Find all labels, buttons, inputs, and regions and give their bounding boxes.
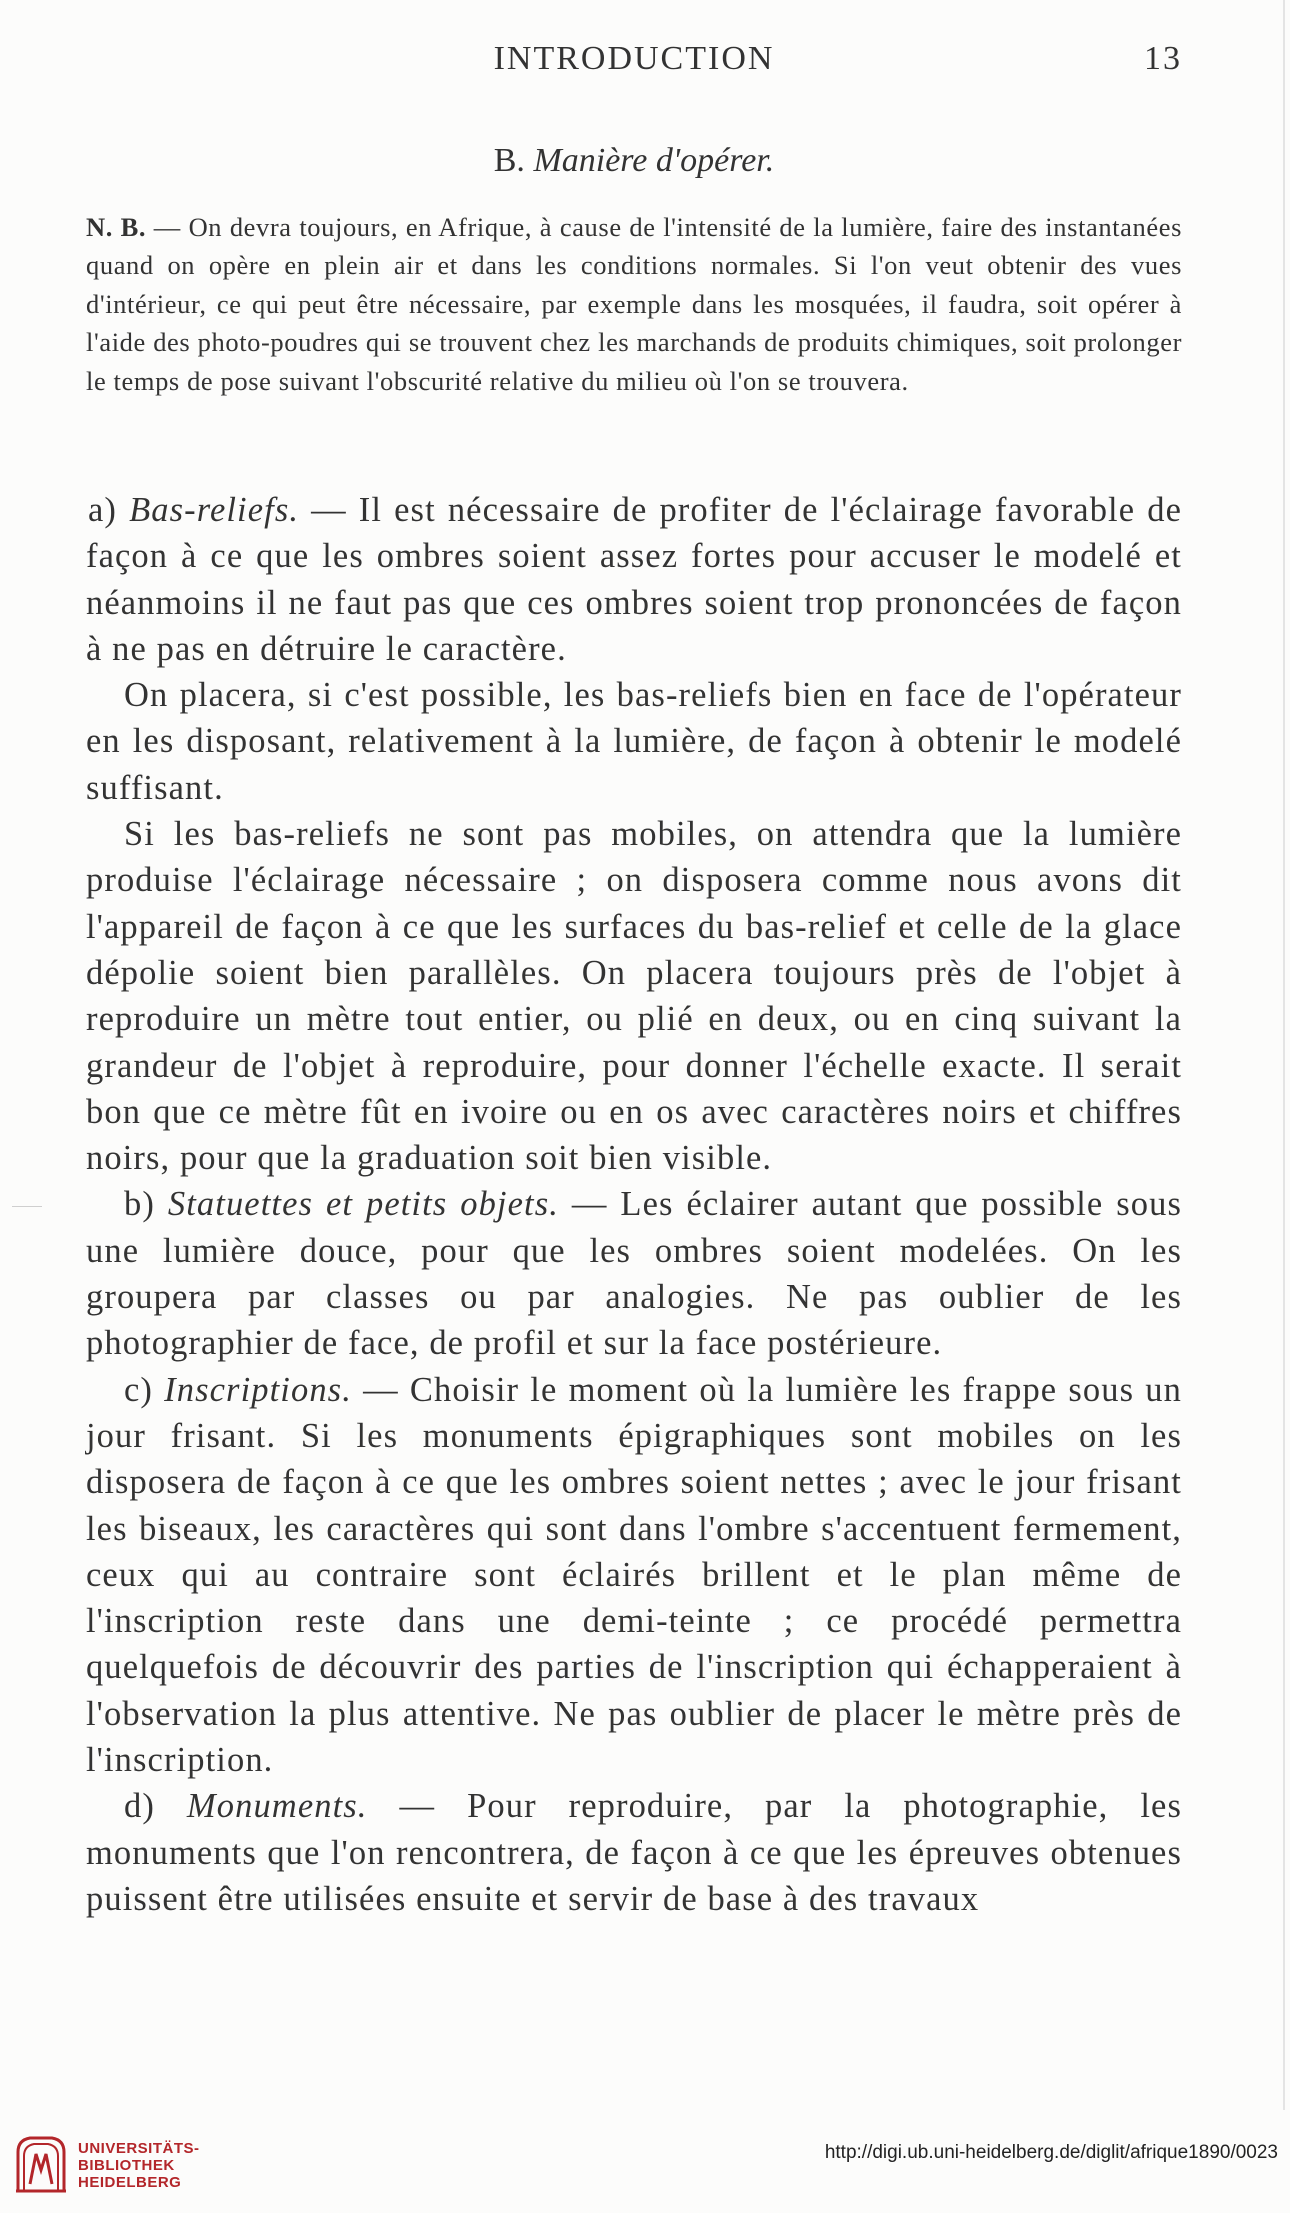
paragraph-b-label: b) [124, 1185, 168, 1224]
paragraph-c-label: c) [124, 1370, 165, 1409]
page-number: 13 [1144, 40, 1182, 77]
paragraph-d-label: d) [124, 1787, 187, 1826]
paragraph-b-title: Statuettes et petits objets. [167, 1185, 559, 1224]
section-title: Manière d'opérer. [533, 142, 775, 179]
section-heading [86, 142, 1182, 180]
paragraph-a-label: a) [88, 491, 130, 529]
library-name [78, 2140, 200, 2191]
note-text: — On devra toujours, en Afrique, à cause de l'intensité de la lumière, faire des instantanées quand on opère en plein air et dans les conditions normales. Si l'on veut obtenir des vues d'intérieur, ce qui peut être nécessaire, par exemple dans les mosquées, il faudra, soit opérer à l'aide des photo-poudres qui se trouvent chez les marchands de produits chimiques, soit prolonger le temps de pose suivant l'obscurité relative du milieu où l'on se trouvera. [86, 212, 1182, 396]
paragraph-a2: On placera, si c'est possible, les bas-reliefs bien en face de l'opérateur en les disposant, relativement à la lumière, de façon à obtenir le modelé suffisant. [86, 676, 1182, 807]
paragraph-a3: Si les bas-reliefs ne sont pas mobiles, on attendra que la lumière produise l'éclairage nécessaire ; on disposera comme nous avons dit l'appareil de façon à ce que les surfaces du bas-relief et celle de la glace dépolie soient bien parallèles. On placera toujours près de l'objet à reproduire un mètre tout entier, ou plié en deux, ou en cinq suivant la grandeur de l'objet à reproduire, pour donner l'échelle exacte. Il serait bon que ce mètre fût en ivoire ou en os avec caractères noirs et chiffres noirs, pour que la graduation soit bien visible. [86, 815, 1182, 1178]
footer [0, 2128, 1290, 2213]
library-line-3: HEIDELBERG [78, 2174, 182, 2191]
paragraph-c [86, 1367, 1182, 1784]
paragraph-c-title: Inscriptions. [164, 1370, 352, 1409]
source-url-link[interactable]: http://digi.ub.uni-heidelberg.de/diglit/afrique1890/0023 [824, 2142, 1278, 2163]
paragraph-d-text: — Pour reproduire, par la photographie, les monuments que l'on rencontrera, de façon à ce que les épreuves obtenues puissent être utilisées ensuite et servir de base à des travaux [86, 1787, 1182, 1918]
note-prefix: N. B. [86, 212, 147, 242]
body-text [86, 487, 1182, 1922]
paragraph-a-text: — Il est nécessaire de profiter de l'éclairage favorable de façon à ce que les ombres soient assez fortes pour accuser le modelé et néanmoins il ne faut pas que ces ombres soient trop prononcées de façon à ne pas en détruire le caractère. [86, 491, 1182, 668]
paragraph-c-text: — Choisir le moment où la lumière les frappe sous un jour frisant. Si les monuments épigraphiques sont mobiles on les disposera de façon à ce que les ombres soient nettes ; avec le jour frisant les biseaux, les caractères qui sont dans l'ombre s'accentuent fermement, ceux qui au contraire sont éclairés brillent et le plan même de l'inscription reste dans une demi-teinte ; ce procédé permettra quelquefois de découvrir des parties de l'inscription qui échapperaient à l'observation la plus attentive. Ne pas oublier de placer le mètre près de l'inscription. [86, 1370, 1182, 1780]
margin-mark [12, 1206, 42, 1207]
paragraph-d-title: Monuments. [186, 1787, 368, 1826]
paragraph-a-title: Bas-reliefs. [129, 491, 300, 529]
section-label: B. [493, 142, 525, 179]
page-edge-line [1283, 0, 1285, 2110]
university-seal-icon [14, 2134, 68, 2194]
header-title: INTRODUCTION [493, 40, 775, 77]
paragraph-b-text: — Les éclairer autant que possible sous une lumière douce, pour que les ombres soient modelées. On les groupera par classes ou par analogies. Ne pas oublier de les photographier de face, de profil et sur la face postérieure. [86, 1185, 1182, 1363]
note-block [86, 208, 1182, 400]
paragraph-a [86, 487, 1182, 672]
running-header [86, 40, 1182, 80]
library-line-2: BIBLIOTHEK [78, 2157, 175, 2174]
paragraph-b [86, 1181, 1182, 1366]
paragraph-d [86, 1783, 1182, 1922]
library-line-1: UNIVERSITÄTS- [78, 2140, 200, 2157]
